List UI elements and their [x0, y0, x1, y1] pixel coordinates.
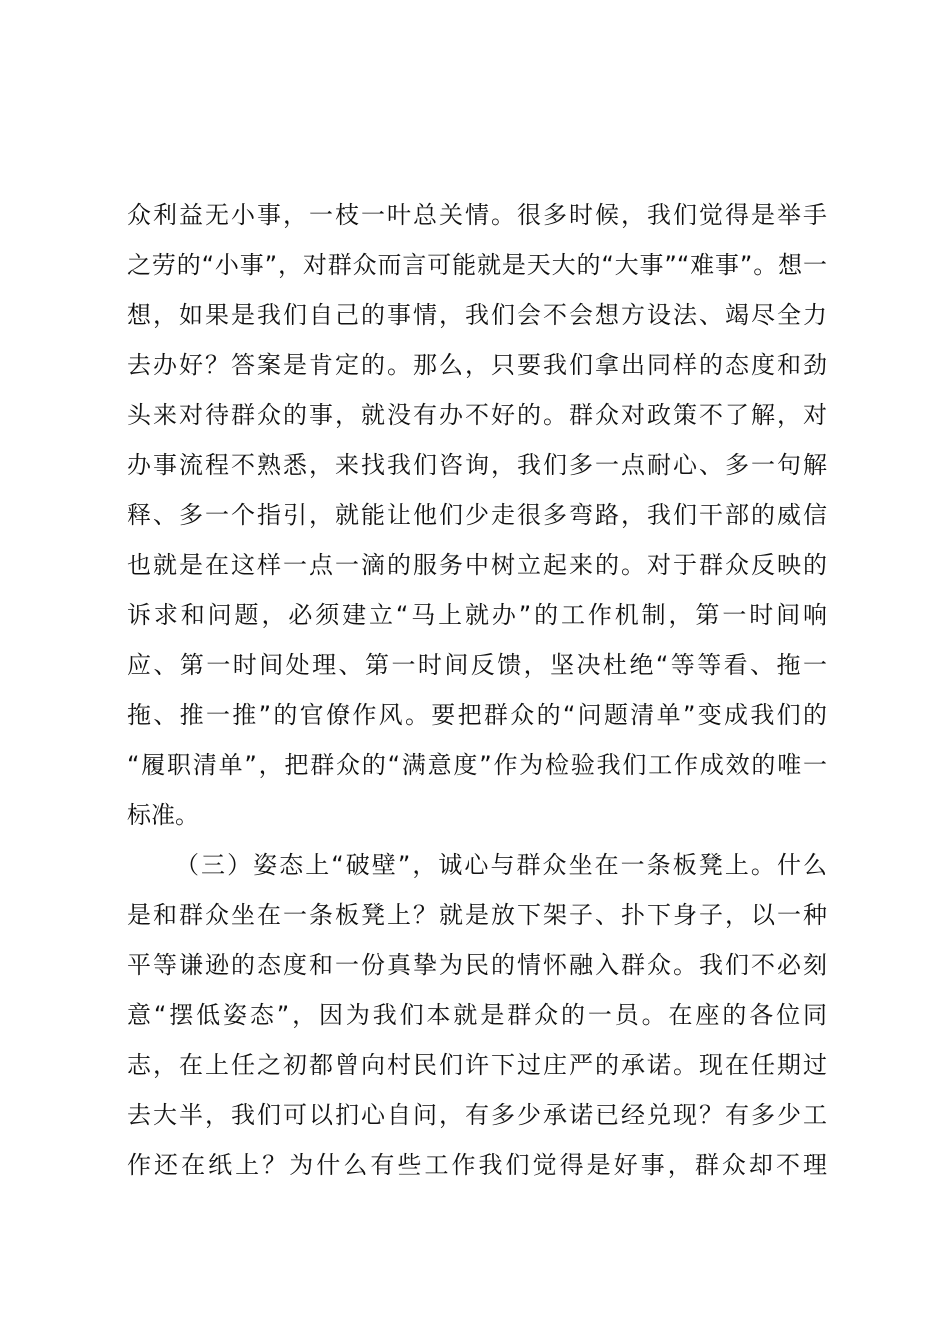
- text-line: 想，如果是我们自己的事情，我们会不会想方设法、竭尽全力: [127, 301, 827, 329]
- text-line: 拖、推一推”的官僚作风。要把群众的“问题清单”变成我们的: [127, 701, 827, 729]
- text-line: 去办好？答案是肯定的。那么，只要我们拿出同样的态度和劲: [127, 351, 827, 379]
- text-line: 志，在上任之初都曾向村民们许下过庄严的承诺。现在任期过: [127, 1051, 827, 1079]
- text-line: 平等谦逊的态度和一份真挚为民的情怀融入群众。我们不必刻: [127, 951, 827, 979]
- text-line: 头来对待群众的事，就没有办不好的。群众对政策不了解，对: [127, 401, 827, 429]
- text-line: 释、多一个指引，就能让他们少走很多弯路，我们干部的威信: [127, 501, 827, 529]
- body-text: [127, 190, 827, 1190]
- text-line: “履职清单”，把群众的“满意度”作为检验我们工作成效的唯一: [127, 751, 827, 779]
- section-heading-line: （三）姿态上“破壁”，诚心与群众坐在一条板凳上。什么: [175, 851, 827, 879]
- text-line: 作还在纸上？为什么有些工作我们觉得是好事，群众却不理: [127, 1151, 827, 1179]
- text-line: 众利益无小事，一枝一叶总关情。很多时候，我们觉得是举手: [127, 201, 827, 229]
- text-line: 是和群众坐在一条板凳上？就是放下架子、扑下身子，以一种: [127, 901, 827, 929]
- text-line: 之劳的“小事”，对群众而言可能就是天大的“大事”“难事”。想一: [127, 251, 827, 279]
- text-line: 标准。: [127, 801, 199, 829]
- text-line: 意“摆低姿态”，因为我们本就是群众的一员。在座的各位同: [127, 1001, 827, 1029]
- text-line: 去大半，我们可以扪心自问，有多少承诺已经兑现？有多少工: [127, 1101, 827, 1129]
- text-line: 诉求和问题，必须建立“马上就办”的工作机制，第一时间响: [127, 601, 827, 629]
- text-line: 应、第一时间处理、第一时间反馈，坚决杜绝“等等看、拖一: [127, 651, 827, 679]
- text-line: 也就是在这样一点一滴的服务中树立起来的。对于群众反映的: [127, 551, 827, 579]
- text-line: 办事流程不熟悉，来找我们咨询，我们多一点耐心、多一句解: [127, 451, 827, 479]
